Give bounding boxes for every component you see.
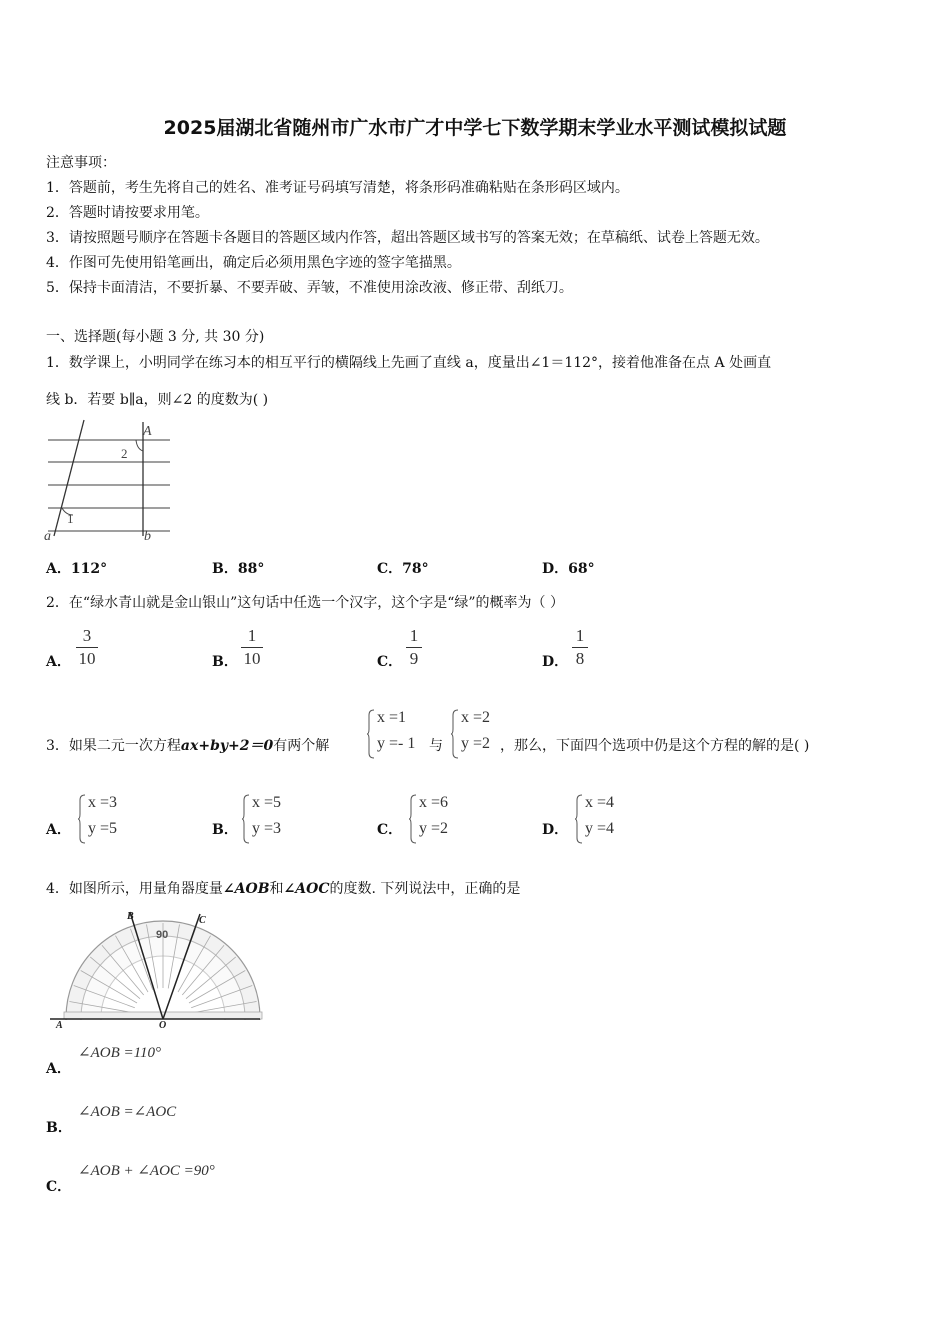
angle-aob: ∠AOB — [222, 881, 270, 897]
option-label: C． — [377, 561, 403, 577]
label-90: 90 — [156, 929, 169, 941]
q1-stem-line2: 线 b．若要 b∥a，则∠2 的度数为( ) — [46, 392, 269, 408]
system-line: y =4 — [585, 820, 615, 837]
q1-parallel-lines-figure — [42, 418, 184, 546]
solution-line: x =2 — [461, 709, 491, 726]
label-B: B — [127, 911, 134, 922]
q1-option-c[interactable] — [377, 558, 429, 578]
option-value: 68° — [568, 561, 595, 577]
system-line: x =5 — [252, 794, 282, 811]
q2-option-b-label[interactable]: B． — [212, 654, 238, 670]
solution-line: y =- 1 — [377, 735, 416, 752]
label-O: O — [159, 1020, 167, 1030]
label-A: A — [56, 1020, 63, 1030]
option-label: B． — [212, 561, 238, 577]
denominator: 10 — [78, 649, 96, 668]
q4-option-a-expr: ∠AOB =110° — [78, 1045, 161, 1061]
angle-2-arc — [136, 440, 143, 451]
q3-option-c-label[interactable]: C． — [377, 822, 403, 838]
system-line: x =6 — [419, 794, 449, 811]
q4-protractor-figure — [46, 908, 264, 1030]
system-line: x =4 — [585, 794, 615, 811]
note-item: 2．答题时请按要求用笔。 — [46, 205, 209, 221]
solution-line: x =1 — [377, 709, 407, 726]
q2-option-d-fraction — [572, 626, 588, 669]
system-line: x =3 — [88, 794, 118, 811]
q4-option-c-expr: ∠AOB + ∠AOC =90° — [78, 1163, 215, 1179]
q3-option-b-label[interactable]: B． — [212, 822, 238, 838]
q1-option-a[interactable] — [46, 558, 107, 578]
q4-and: 和 — [269, 881, 284, 897]
option-value: 112° — [70, 561, 108, 577]
note-item: 1．答题前，考生先将自己的姓名、准考证号码填写清楚，将条形码准确粘贴在条形码区域内。 — [46, 180, 629, 196]
note-item: 3．请按照题号顺序在答题卡各题目的答题区域内作答，超出答题区域书写的答案无效；在草稿纸、试卷上答题无效。 — [46, 230, 769, 246]
q2-option-a-label[interactable]: A． — [46, 654, 71, 670]
notes-heading: 注意事项： — [46, 155, 116, 171]
q4-option-a-label[interactable]: A． — [46, 1061, 71, 1077]
option-value: 88° — [237, 561, 265, 577]
numerator: 1 — [575, 626, 585, 645]
system-line: y =2 — [419, 820, 449, 837]
numerator: 1 — [409, 626, 419, 645]
q2-option-c-label[interactable]: C． — [377, 654, 403, 670]
note-item: 4．作图可先使用铅笔画出，确定后必须用黑色字迹的签字笔描黑。 — [46, 255, 461, 271]
q1-stem-line1: 1．数学课上，小明同学在练习本的相互平行的横隔线上先画了直线 a，度量出∠1＝112°，接着他准备在点 A 处画直 — [46, 355, 772, 371]
option-label: A． — [46, 561, 71, 577]
q3-equation: ax+by+2＝0 — [180, 738, 274, 754]
system-line: y =3 — [252, 820, 282, 837]
q2-option-a-fraction — [76, 626, 98, 669]
denominator: 10 — [243, 649, 261, 668]
q1-option-d[interactable] — [542, 558, 595, 578]
angle-aoc: ∠AOC — [283, 881, 330, 897]
q1-option-b[interactable] — [212, 558, 264, 578]
q4-stem-part1: 4．如图所示，用量角器度量 — [46, 881, 223, 897]
q3-stem-part2: 有两个解 — [273, 738, 330, 754]
label-C: C — [199, 915, 206, 926]
q4-option-b-label[interactable]: B． — [46, 1120, 72, 1136]
q3-option-a-label[interactable]: A． — [46, 822, 71, 838]
label-a: a — [44, 529, 51, 544]
q3-option-d-label[interactable]: D． — [542, 822, 569, 838]
q2-stem: 2．在“绿水青山就是金山银山”这句话中任选一个汉字，这个字是“绿”的概率为（ ） — [46, 595, 564, 611]
note-item: 5．保持卡面清洁，不要折暴、不要弄破、弄皱，不准使用涂改液、修正带、刮纸刀。 — [46, 280, 573, 296]
section-heading: 一、选择题(每小题 3 分, 共 30 分) — [46, 329, 265, 345]
solution-line: y =2 — [461, 735, 491, 752]
label-angle-1: 1 — [67, 511, 74, 526]
q4-stem — [46, 878, 520, 898]
denominator: 8 — [575, 649, 585, 668]
page-title: 2025届湖北省随州市广水市广才中学七下数学期末学业水平测试模拟试题 — [163, 117, 787, 139]
q2-option-b-fraction — [241, 626, 263, 669]
q2-option-c-fraction — [406, 626, 422, 669]
label-angle-2: 2 — [121, 446, 128, 461]
label-b: b — [144, 529, 151, 544]
label-point-A: A — [143, 424, 152, 439]
q3-stem — [46, 735, 329, 755]
q2-option-d-label[interactable]: D． — [542, 654, 569, 670]
option-value: 78° — [402, 561, 429, 577]
numerator: 3 — [82, 626, 92, 645]
q3-stem-part1: 3．如果二元一次方程 — [46, 738, 181, 754]
option-label: D． — [542, 561, 569, 577]
q3-and-text: 与 — [429, 738, 443, 754]
q4-stem-part2: 的度数. 下列说法中，正确的是 — [329, 881, 521, 897]
q3-stem-part3: ，那么，下面四个选项中仍是这个方程的解的是( ) — [500, 738, 810, 754]
q4-option-c-label[interactable]: C． — [46, 1179, 72, 1195]
q4-option-b-expr: ∠AOB =∠AOC — [78, 1104, 177, 1120]
system-line: y =5 — [88, 820, 118, 837]
numerator: 1 — [247, 626, 257, 645]
denominator: 9 — [409, 649, 419, 668]
